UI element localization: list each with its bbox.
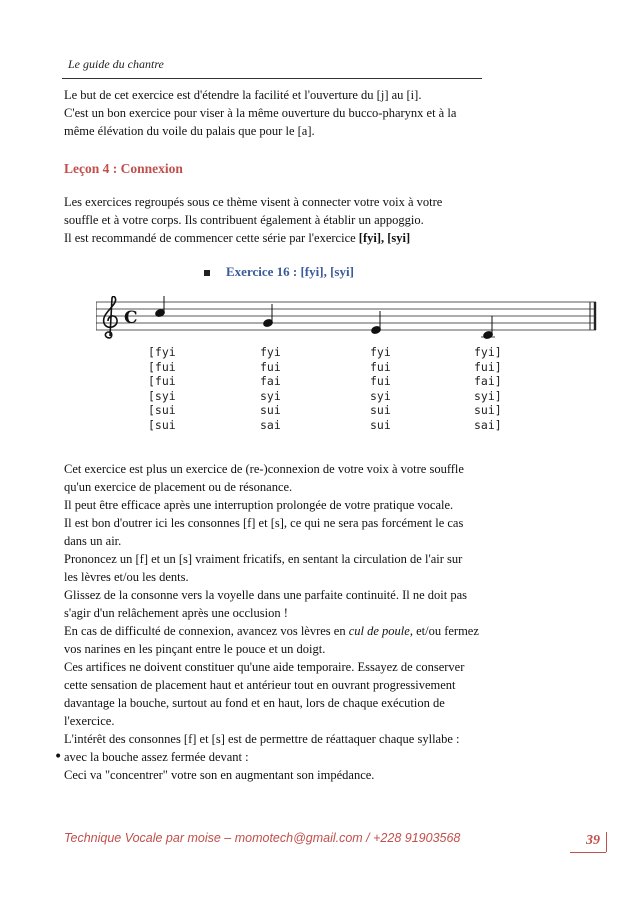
syllable: sui [370, 417, 391, 432]
body-line: les lèvres et/ou les dents. [64, 570, 189, 584]
lesson-intro-line: souffle et à votre corps. Ils contribuent également à établir un appoggio. [64, 213, 424, 227]
bullet-item: avec la bouche assez fermée devant : [64, 750, 249, 764]
syllable-column [260, 345, 281, 433]
lesson-intro-line: Les exercices regroupés sous ce thème visent à connecter votre voix à votre [64, 195, 443, 209]
syllable: fyi] [474, 345, 502, 359]
syllable: fyi [370, 345, 391, 359]
header-rule [62, 78, 482, 79]
syllable: syi [260, 388, 281, 403]
lesson-heading: Leçon 4 : Connexion [64, 161, 183, 176]
exercise-reference: [fyi], [syi] [358, 231, 411, 245]
page-number-underline [570, 852, 606, 853]
syllable: sai [260, 417, 281, 432]
body-line: dans un air. [64, 534, 122, 548]
square-bullet-icon [204, 270, 210, 276]
syllable: sai] [474, 417, 502, 432]
body-line: l'exercice. [64, 714, 115, 728]
body-line: Glissez de la consonne vers la voyelle dans une parfaite continuité. Il ne doit pas [64, 588, 467, 602]
syllable-column [370, 345, 391, 433]
italic-phrase: cul de poule [348, 624, 410, 638]
quarter-note [155, 296, 166, 318]
lesson-intro-paragraph [64, 193, 604, 247]
syllable: fui [370, 359, 391, 374]
syllable: [fyi [148, 345, 176, 359]
lesson-intro-line3-text: Il est recommandé de commencer cette série par l'exercice [64, 231, 359, 245]
syllable: fui [370, 374, 391, 389]
syllable: fui] [474, 359, 502, 374]
syllable: [sui [148, 403, 176, 418]
body-line-prefix: En cas de difficulté de connexion, avancez vos lèvres en [64, 624, 349, 638]
body-line: s'agir d'un relâchement après une occlusion ! [64, 606, 288, 620]
syllable: syi [370, 388, 391, 403]
page-number: 39 [586, 833, 600, 848]
page-number-sideline [606, 832, 607, 852]
exercise-title [204, 264, 354, 280]
body-line-suffix: , et/ou fermez [409, 624, 479, 638]
body-line: vos narines en les pinçant entre le pouce et un doigt. [64, 642, 326, 656]
body-line: Il peut être efficace après une interruption prolongée de votre pratique vocale. [64, 498, 454, 512]
intro-line: Le but de cet exercice est d'étendre la facilité et l'ouverture du [j] au [i]. [64, 88, 422, 102]
body-line: Ceci va "concentrer" votre son en augmentant son impédance. [64, 768, 375, 782]
syllable: fui [260, 359, 281, 374]
syllable: fyi [260, 345, 281, 359]
intro-line: C'est un bon exercice pour viser à la même ouverture du bucco-pharynx et à la [64, 106, 457, 120]
body-paragraph [64, 460, 604, 784]
syllable: [fui [148, 374, 176, 389]
treble-clef-icon [104, 296, 117, 338]
syllable: fai] [474, 374, 502, 389]
body-line [64, 622, 604, 640]
staff-lines [96, 302, 596, 330]
intro-line: même élévation du voile du palais que pour le [a]. [64, 124, 315, 138]
syllable: [fui [148, 359, 176, 374]
body-line: qu'un exercice de placement ou de résonance. [64, 480, 293, 494]
quarter-note [481, 316, 495, 340]
body-line: Ces artifices ne doivent constituer qu'une aide temporaire. Essayez de conserver [64, 660, 465, 674]
syllable: sui] [474, 403, 502, 418]
intro-paragraph [64, 86, 604, 140]
common-time-icon: C [124, 308, 138, 328]
body-line: Prononcez un [f] et un [s] vraiment fricatifs, en sentant la circulation de l'air sur [64, 552, 463, 566]
body-line: Cet exercice est plus un exercice de (re-)connexion de votre voix à votre souffle [64, 462, 464, 476]
body-line: L'intérêt des consonnes [f] et [s] est de permettre de réattaquer chaque syllabe : [64, 732, 460, 746]
syllable: [syi [148, 388, 176, 403]
syllable: fai [260, 374, 281, 389]
bullet-icon: • [54, 749, 63, 765]
syllable: [sui [148, 417, 176, 432]
syllable-column [148, 345, 176, 433]
syllable: sui [370, 403, 391, 418]
syllable: sui [260, 403, 281, 418]
body-line: cette sensation de placement haut et antérieur tout en ouvrant progressivement [64, 678, 456, 692]
footer-text: Technique Vocale par moise – momotech@gmail.com / +228 91903568 [64, 831, 461, 845]
running-header: Le guide du chantre [68, 57, 164, 71]
lesson-intro-line [64, 229, 604, 247]
exercise-title-text: Exercice 16 : [fyi], [syi] [226, 264, 354, 279]
body-line: davantage la bouche, surtout au fond et en haut, lors de chaque exécution de [64, 696, 445, 710]
syllable: syi] [474, 388, 502, 403]
body-line: Il est bon d'outrer ici les consonnes [f] et [s], ce qui ne sera pas forcément le cas [64, 516, 464, 530]
syllable-column [474, 345, 502, 433]
music-staff [96, 296, 600, 342]
